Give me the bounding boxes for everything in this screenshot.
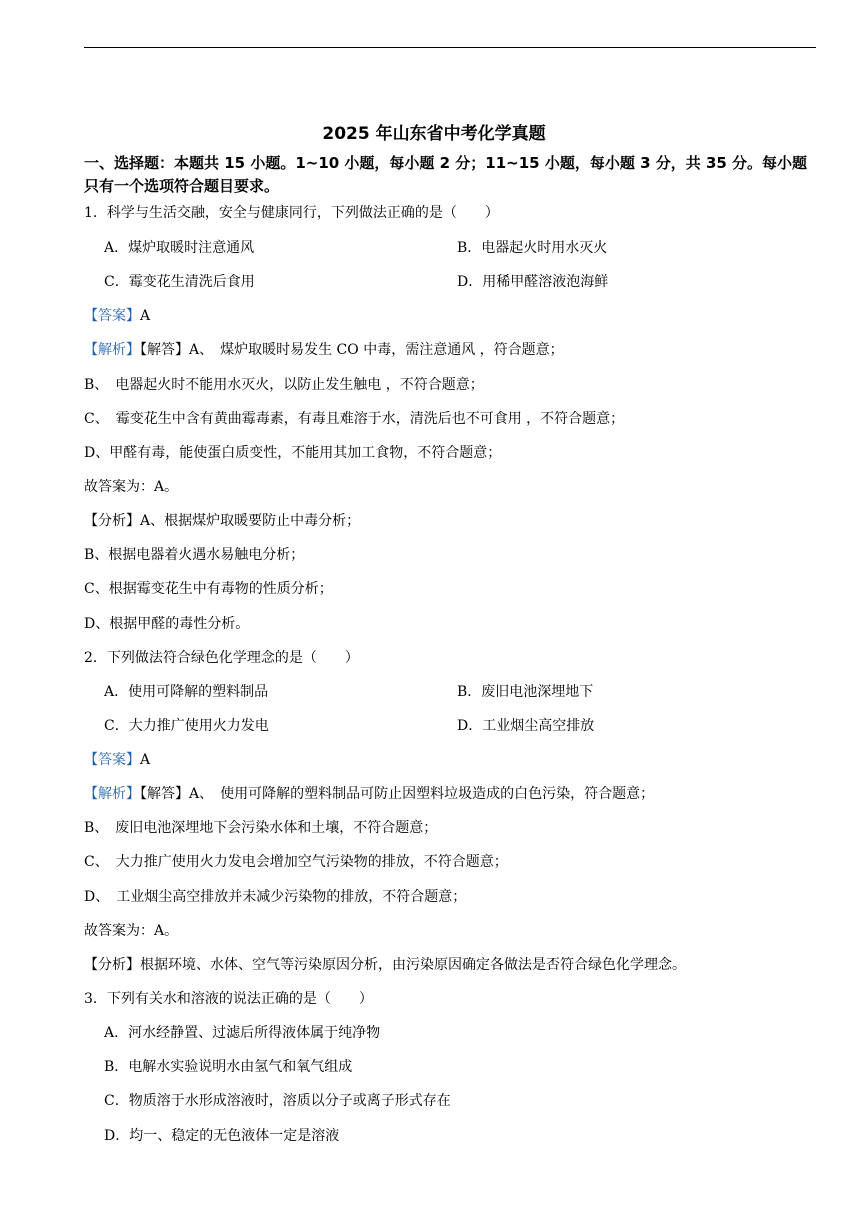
q1-analysis-d: D、甲醛有毒，能使蛋白质变性，不能用其加工食物，不符合题意； (84, 445, 502, 461)
q2-answer (84, 750, 150, 770)
q2-analysis (84, 784, 654, 804)
analysis-tag: 【解析】 (84, 342, 140, 358)
q2-jieda: 【解答】A、 使用可降解的塑料制品可防止因塑料垃圾造成的白色污染，符合题意； (140, 786, 655, 802)
q2-fenxi: 【分析】根据环境、水体、空气等污染原因分析，由污染原因确定各做法是否符合绿色化学理念。 (84, 957, 686, 973)
q1-fenxi-b: B、根据电器着火遇水易触电分析； (84, 547, 305, 563)
q2-analysis-b: B、 废旧电池深埋地下会污染水体和土壤，不符合题意； (84, 820, 438, 836)
q1-jieda: 【解答】A、 煤炉取暖时易发生 CO 中毒，需注意通风 ，符合题意； (140, 342, 564, 358)
answer-value: A (140, 308, 151, 324)
q2-option-b: B．废旧电池深埋地下 (457, 684, 594, 700)
page-title: 2025 年山东省中考化学真题 (322, 124, 546, 144)
answer-value: A (140, 752, 151, 768)
q1-stem: 1．科学与生活交融，安全与健康同行，下列做法正确的是（ ） (84, 205, 499, 221)
q2-option-c: C．大力推广使用火力发电 (104, 718, 269, 734)
q1-fenxi-a: 【分析】A、根据煤炉取暖要防止中毒分析； (84, 513, 361, 529)
q2-analysis-c: C、 大力推广使用火力发电会增加空气污染物的排放，不符合题意； (84, 854, 508, 870)
q1-option-c: C．霉变花生清洗后食用 (104, 274, 255, 290)
q1-option-b: B．电器起火时用水灭火 (457, 240, 608, 256)
q1-answer (84, 306, 150, 326)
q1-option-a: A．煤炉取暖时注意通风 (104, 240, 255, 256)
q1-analysis-b: B、 电器起火时不能用水灭火，以防止发生触电 ，不符合题意； (84, 377, 484, 393)
q1-fenxi-d: D、根据甲醛的毒性分析。 (84, 616, 250, 632)
q1-analysis-c: C、 霉变花生中含有黄曲霉毒素，有毒且难溶于水，清洗后也不可食用 ，不符合题意； (84, 411, 625, 427)
q1-fenxi-c: C、根据霉变花生中有毒物的性质分析； (84, 581, 333, 597)
section-heading: 一、选择题：本题共 15 小题。1~10 小题，每小题 2 分；11~15 小题，每小题 3 分，共 35 分。每小题只有一个选项符合题目要求。 (84, 154, 808, 195)
q3-option-c: C．物质溶于水形成溶液时，溶质以分子或离子形式存在 (104, 1093, 451, 1109)
answer-tag: 【答案】 (84, 752, 140, 768)
answer-tag: 【答案】 (84, 308, 140, 324)
q3-option-b: B．电解水实验说明水由氢气和氧气组成 (104, 1059, 353, 1075)
q2-stem: 2．下列做法符合绿色化学理念的是（ ） (84, 650, 359, 666)
analysis-tag: 【解析】 (84, 786, 140, 802)
q2-analysis-d: D、 工业烟尘高空排放并未减少污染物的排放，不符合题意； (84, 889, 467, 905)
q2-conclusion: 故答案为：A。 (84, 923, 179, 939)
q2-option-a: A．使用可降解的塑料制品 (104, 684, 269, 700)
q3-stem: 3．下列有关水和溶液的说法正确的是（ ） (84, 991, 373, 1007)
q1-conclusion: 故答案为：A。 (84, 479, 179, 495)
q2-option-d: D．工业烟尘高空排放 (457, 718, 595, 734)
header-rule (84, 47, 816, 48)
q3-option-a: A．河水经静置、过滤后所得液体属于纯净物 (104, 1025, 381, 1041)
q1-analysis (84, 340, 564, 360)
q3-option-d: D．均一、稳定的无色液体一定是溶液 (104, 1128, 340, 1144)
q1-option-d: D．用稀甲醛溶液泡海鲜 (457, 274, 609, 290)
